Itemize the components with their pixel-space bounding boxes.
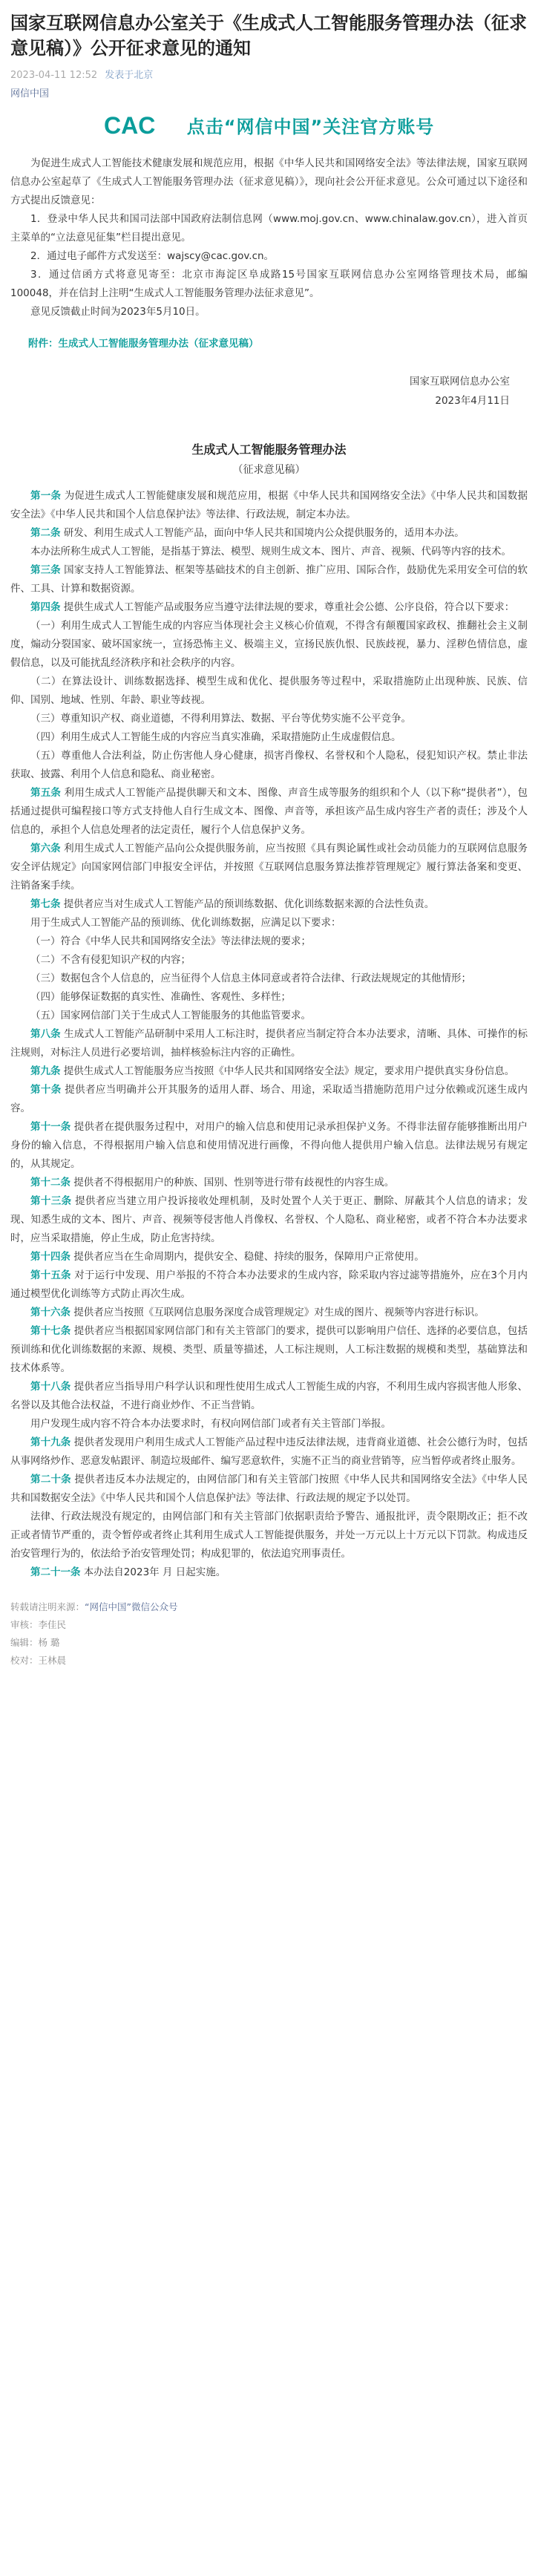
article-number: 第二条: [30, 527, 61, 539]
article-number: 第十四条: [30, 1251, 70, 1263]
article-paragraph: 用户发现生成内容不符合本办法要求时，有权向网信部门或者有关主管部门举报。: [30, 1418, 391, 1430]
article-10: [10, 1081, 528, 1118]
article-text: 提供者应当建立用户投诉接收处理机制，及时处置个人关于更正、删除、屏蔽其个人信息的请求；发现、知悉生成的文本、图片、声音、视频等侵害他人肖像权、名誉权、个人隐私、商业秘密，或者不符合本办法要求时，应当采取措施，停止生成，防止危害持续。: [10, 1195, 528, 1244]
article-item: （三）尊重知识产权、商业道德，不得利用算法、数据、平台等优势实施不公平竞争。: [30, 713, 411, 725]
article-number: 第十八条: [30, 1381, 71, 1393]
issuing-org: 国家互联网信息办公室: [410, 376, 510, 388]
article-number: 第三条: [30, 564, 61, 576]
sign-date: 2023年4月11日: [435, 395, 510, 407]
article-4: [10, 598, 528, 617]
article-item: （一）符合《中华人民共和国网络安全法》等法律法规的要求；: [30, 935, 311, 947]
article-text: 提供者发现用户利用生成式人工智能产品过程中违反法律法规，违背商业道德、社会公德行为时，包括从事网络炒作、恶意发帖跟评、制造垃圾邮件、编写恶意软件，实施不正当的商业营销等，应当暂停或者终止服务。: [10, 1436, 528, 1467]
article-number: 第六条: [30, 843, 61, 854]
notice-paragraph: 2．通过电子邮件方式发送至：wajscy@cac.gov.cn。: [30, 250, 275, 262]
publish-location: 发表于北京: [105, 70, 154, 81]
banner-text: 点击“网信中国”关注官方账号: [186, 116, 435, 137]
article-2: [10, 524, 528, 543]
article-item: （四）能够保证数据的真实性、准确性、客观性、多样性；: [30, 991, 291, 1003]
article-item: （二）在算法设计、训练数据选择、模型生成和优化、提供服务等过程中，采取措施防止出现种族、民族、信仰、国别、地域、性别、年龄、职业等歧视。: [10, 676, 528, 706]
article-item: （二）不含有侵犯知识产权的内容；: [30, 954, 191, 966]
regulation-subtitle: （征求意见稿）: [232, 464, 306, 476]
article-item: （四）利用生成式人工智能生成的内容应当真实准确，采取措施防止生成虚假信息。: [30, 731, 401, 743]
article-item: （三）数据包含个人信息的，应当征得个人信息主体同意或者符合法律、行政法规规定的其他情形；: [30, 972, 471, 984]
cac-logo: [104, 111, 171, 138]
article-text: 利用生成式人工智能产品向公众提供服务前，应当按照《具有舆论属性或社会动员能力的互联网信息服务安全评估规定》向国家网信部门申报安全评估，并按照《互联网信息服务算法推荐管理规定》履行算法备案和变更、注销备案手续。: [10, 843, 528, 892]
attachment-link[interactable]: 附件：生成式人工智能服务管理办法（征求意见稿）: [28, 338, 259, 350]
article-item: （五）国家网信部门关于生成式人工智能服务的其他监管要求。: [30, 1010, 311, 1021]
article-11: [10, 1118, 528, 1174]
article-7: [10, 895, 528, 914]
article-text: 提供者违反本办法规定的，由网信部门和有关主管部门按照《中华人民共和国网络安全法》《中华人民共和国数据安全法》《中华人民共和国个人信息保护法》等法律、行政法规的规定予以处罚。: [10, 1474, 528, 1504]
article-8: [10, 1025, 528, 1062]
article-13: [10, 1192, 528, 1248]
article-number: 第二十一条: [30, 1566, 81, 1578]
repost-note: [10, 1598, 528, 1616]
article-19: [10, 1434, 528, 1471]
article-number: 第十六条: [30, 1307, 70, 1318]
article-15: [10, 1266, 528, 1304]
article-number: 第十七条: [30, 1325, 71, 1337]
article-text: 提供者在提供服务过程中，对用户的输入信息和使用记录承担保护义务。不得非法留存能够推断出用户身份的输入信息，不得根据用户输入信息和使用情况进行画像，不得向他人提供用户输入信息。法律法规另有规定的，从其规定。: [10, 1121, 528, 1170]
cac-logo-icon: [104, 111, 171, 138]
article-item: （一）利用生成式人工智能生成的内容应当体现社会主义核心价值观，不得含有颠覆国家政权、推翻社会主义制度，煽动分裂国家、破坏国家统一，宣扬恐怖主义、极端主义，宣扬民族仇恨、民族歧视，暴力、淫秽色情信息，虚假信息，以及可能扰乱经济秩序和社会秩序的内容。: [10, 620, 528, 669]
article-number: 第十九条: [30, 1436, 71, 1448]
article-number: 第七条: [30, 898, 61, 910]
publish-date: 2023-04-11 12:52: [10, 70, 98, 81]
article-text: 提供生成式人工智能服务应当按照《中华人民共和国网络安全法》规定，要求用户提供真实身份信息。: [63, 1065, 515, 1077]
article-3: [10, 561, 528, 598]
notice-paragraph: 3．通过信函方式将意见寄至：北京市海淀区阜成路15号国家互联网信息办公室网络管理技术局，邮编100048，并在信封上注明“生成式人工智能服务管理办法征求意见”。: [10, 269, 528, 299]
repost-source: “网信中国”微信公众号: [85, 1601, 178, 1612]
article-text: 提供者应当按照《互联网信息服务深度合成管理规定》对生成的图片、视频等内容进行标识。: [73, 1307, 485, 1318]
article-text: 生成式人工智能产品研制中采用人工标注时，提供者应当制定符合本办法要求，清晰、具体、可操作的标注规则，对标注人员进行必要培训，抽样核验标注内容的正确性。: [10, 1028, 528, 1059]
article-paragraph: 本办法所称生成式人工智能，是指基于算法、模型、规则生成文本、图片、声音、视频、代码等内容的技术。: [30, 546, 511, 558]
article-number: 第八条: [30, 1028, 61, 1040]
article-16: [10, 1304, 528, 1322]
article-number: 第十二条: [30, 1177, 70, 1189]
article-text: 提供者应当根据国家网信部门和有关主管部门的要求，提供可以影响用户信任、选择的必要信息，包括预训练和优化训练数据的来源、规模、类型、质量等描述，人工标注规则，人工标注数据的规模和类型，基础算法和技术体系等。: [10, 1325, 528, 1374]
article-number: 第二十条: [30, 1474, 71, 1485]
article-text: 对于运行中发现、用户举报的不符合本办法要求的生成内容，除采取内容过滤等措施外，应在3个月内通过模型优化训练等方式防止再次生成。: [10, 1269, 528, 1300]
article-title: 国家互联网信息办公室关于《生成式人工智能服务管理办法（征求意见稿）》公开征求意见的通知: [10, 13, 527, 59]
article-text: 提供者应当对生成式人工智能产品的预训练数据、优化训练数据来源的合法性负责。: [63, 898, 435, 910]
article-item: （五）尊重他人合法利益，防止伤害他人身心健康，损害肖像权、名誉权和个人隐私，侵犯知识产权。禁止非法获取、披露、利用个人信息和隐私、商业秘密。: [10, 750, 528, 780]
article-12: [10, 1174, 528, 1192]
article-number: 第四条: [30, 601, 61, 613]
follow-banner[interactable]: [10, 107, 528, 143]
article-paragraph: 用于生成式人工智能产品的预训练、优化训练数据，应满足以下要求：: [30, 917, 341, 929]
article-number: 第五条: [30, 787, 62, 799]
article-number: 第一条: [30, 490, 62, 502]
article-1: [10, 487, 528, 524]
article-20: [10, 1471, 528, 1508]
article-text: 提供者应当明确并公开其服务的适用人群、场合、用途，采取适当措施防范用户过分依赖或沉迷生成内容。: [10, 1084, 528, 1114]
article-text: 研发、利用生成式人工智能产品，面向中华人民共和国境内公众提供服务的，适用本办法。: [63, 527, 465, 539]
article-text: 利用生成式人工智能产品提供聊天和文本、图像、声音生成等服务的组织和个人（以下称“提供者”），包括通过提供可编程接口等方式支持他人自行生成文本、图像、声音等，承担该产品生成内容生产者的责任；涉及个人信息的，承担个人信息处理者的法定责任，履行个人信息保护义务。: [10, 787, 528, 836]
article-14: [10, 1248, 528, 1266]
article-text: 本办法自2023年 月 日起实施。: [83, 1566, 226, 1578]
article-text: 提供者应当在生命周期内，提供安全、稳健、持续的服务，保障用户正常使用。: [73, 1251, 424, 1263]
article-footer: [10, 1598, 528, 1670]
article-meta: [10, 67, 528, 81]
article-17: [10, 1322, 528, 1378]
notice-paragraph: 1．登录中华人民共和国司法部中国政府法制信息网（www.moj.gov.cn、www.chinalaw.gov.cn），进入首页主菜单的“立法意见征集”栏目提出意见。: [10, 213, 528, 243]
article-9: [10, 1062, 528, 1081]
article-5: [10, 784, 528, 840]
regulation-title: 生成式人工智能服务管理办法: [191, 442, 347, 457]
article-21: [10, 1563, 528, 1582]
article-text: 提供者应当指导用户科学认识和理性使用生成式人工智能生成的内容，不利用生成内容损害他人形象、名誉以及其他合法权益，不进行商业炒作、不正当营销。: [10, 1381, 528, 1411]
proofreader: 校对：王林晨: [10, 1655, 67, 1666]
article-number: 第十条: [30, 1084, 62, 1096]
article-paragraph: 法律、行政法规没有规定的，由网信部门和有关主管部门依据职责给予警告、通报批评，责令限期改正；拒不改正或者情节严重的，责令暂停或者终止其利用生成式人工智能提供服务，并处一万元以上十万元以下罚款。构成违反治安管理行为的，依法给予治安管理处罚；构成犯罪的，依法追究刑事责任。: [10, 1511, 528, 1560]
article-text: 为促进生成式人工智能健康发展和规范应用，根据《中华人民共和国网络安全法》《中华人民共和国数据安全法》《中华人民共和国个人信息保护法》等法律、行政法规，制定本办法。: [10, 490, 528, 520]
repost-label: 转载请注明来源：: [10, 1601, 85, 1612]
article-number: 第九条: [30, 1065, 61, 1077]
article-text: 提供生成式人工智能产品或服务应当遵守法律法规的要求，尊重社会公德、公序良俗，符合以下要求：: [63, 601, 515, 613]
article-6: [10, 840, 528, 895]
article-text: 提供者不得根据用户的种族、国别、性别等进行带有歧视性的内容生成。: [73, 1177, 395, 1189]
account-name[interactable]: 网信中国: [10, 88, 50, 99]
article-number: 第十一条: [30, 1121, 71, 1133]
article-number: 第十三条: [30, 1195, 72, 1207]
article-number: 第十五条: [30, 1269, 71, 1281]
article-text: 国家支持人工智能算法、框架等基础技术的自主创新、推广应用、国际合作，鼓励优先采用安全可信的软件、工具、计算和数据资源。: [10, 564, 528, 595]
editor: 编辑：杨 璐: [10, 1637, 60, 1648]
notice-paragraph: 意见反馈截止时间为2023年5月10日。: [30, 306, 206, 318]
logo-text: CAC: [103, 112, 156, 138]
notice-paragraph: 为促进生成式人工智能技术健康发展和规范应用，根据《中华人民共和国网络安全法》等法律法规，国家互联网信息办公室起草了《生成式人工智能服务管理办法（征求意见稿）》，现向社会公开征求意见。公众可通过以下途径和方式提出反馈意见：: [10, 157, 528, 206]
article-18: [10, 1378, 528, 1415]
reviewer: 审核：李佳民: [10, 1619, 67, 1630]
article: [10, 0, 528, 1670]
